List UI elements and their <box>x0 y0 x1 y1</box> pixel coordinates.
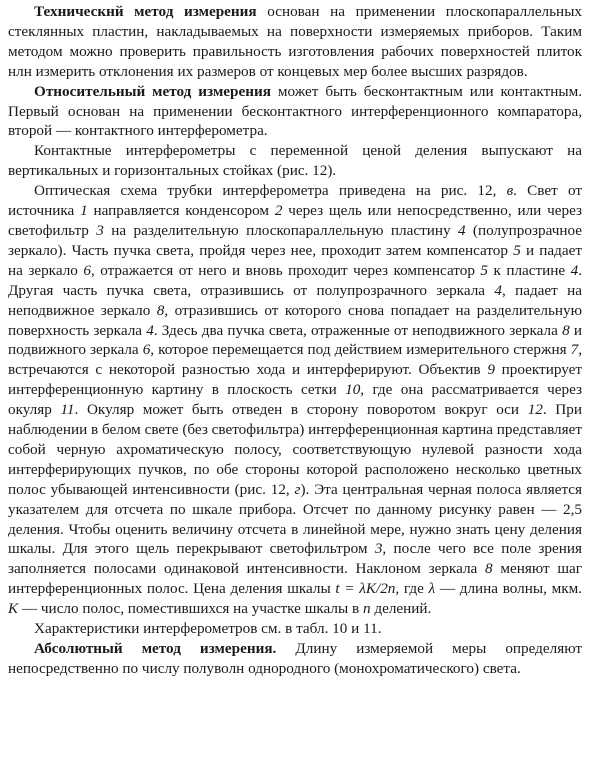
text-segment: , где она рассматривается через окуляр <box>8 381 582 419</box>
paragraph-text: Характеристики интерферометров см. в табл. 10 и 11. <box>34 620 382 638</box>
paragraph-contact-interferometers <box>8 141 582 181</box>
part-number: 8 <box>156 301 165 319</box>
part-number: 8 <box>485 560 493 578</box>
term-technical-method: Техническнй метод измерения <box>34 3 257 20</box>
text-segment: . При наблюдении в белом свете (без светофильтра) интерференционная картина представляет собой черную ахроматическую полосу, соответствующую нулевой разности хода интерферирующих пучков, по обе стороны которой расположено несколько цветных полос убывающей интенсивности (рис. 12, <box>8 401 582 498</box>
text-segment: к пластине <box>488 261 571 279</box>
text-segment: и падает на зеркало <box>8 241 583 279</box>
text-segment: , отразившись от которого снова попадает на разделительную поверхность зеркала <box>8 301 582 339</box>
paragraph-text: Контактные интерферометры с переменной ценой деления выпускают на вертикальных и горизонтальных стойках (рис. 12). <box>8 142 582 180</box>
text-segment: делений. <box>370 600 432 618</box>
paragraph-text: основан на применении плоскопараллельных стеклянных пластин, накладываемых на поверхности измеряемых приборов. Таким методом можно проверить правильность изготовления рабочих поверхностей плиток нлн измерить отклонения их размеров от концевых мер более высших разрядов. <box>8 3 582 80</box>
figure-ref: в <box>506 182 514 200</box>
part-number: 5 <box>480 261 488 279</box>
part-number: 4 <box>570 261 579 279</box>
paragraph-optical-scheme <box>8 181 582 619</box>
text-segment: через щель или непосредственно, или через светофильтр <box>8 202 583 239</box>
part-number: 4 <box>457 221 466 239</box>
part-number: 3 <box>374 540 383 558</box>
part-number: 4 <box>146 321 154 339</box>
part-number: 10 <box>345 381 361 399</box>
text-segment: . Свет от источника <box>8 182 582 220</box>
text-segment: Оптическая схема трубки интерферометра приведена на рис. 12, <box>34 182 507 200</box>
text-segment: — длина волны, мкм. <box>435 580 582 598</box>
part-number: 9 <box>487 361 495 379</box>
text-segment: на разделительную плоскопараллельную пластину <box>103 221 458 239</box>
text-segment: и подвижного зеркала <box>8 321 582 359</box>
part-number: 3 <box>96 221 104 239</box>
part-number: 1 <box>80 202 88 220</box>
part-number: 4 <box>494 281 502 299</box>
text-segment: проектирует интерференционную картину в плоскость сетки <box>8 361 582 399</box>
text-segment: — число полос, поместившихся на участке шкалы в <box>18 600 363 618</box>
term-relative-method: Относительный метод измерения <box>34 82 271 100</box>
text-segment: , где <box>395 580 429 598</box>
text-segment: . Здесь два пучка света, отраженные от неподвижного зеркала <box>153 321 563 339</box>
text-segment: , которое перемещается под действием измерительного стержня <box>150 341 571 359</box>
paragraph-absolute-method <box>8 639 582 679</box>
part-number: 2 <box>274 202 283 220</box>
paragraph-relative-method <box>8 82 582 142</box>
text-segment: меняют шаг интерференционных полос. Цена деления шкалы <box>8 560 582 598</box>
text-segment: , отражается от него и вновь проходит через компенсатор <box>90 261 481 279</box>
paragraph-text: Длину измеряемой меры определяют непосредственно по числу полуволн однородного (монохроматического) света. <box>8 640 582 677</box>
text-segment: , после чего все поле зрения заполняется полосами одинаковой интенсивности. Наклоном зеркала <box>8 540 582 578</box>
symbol-lambda: λ <box>428 580 436 598</box>
text-segment: ). Эта центральная черная полоса является указателем для отсчета по шкале прибора. Отсчет по данному рисунку равен — 2,5 деления. Чтобы оценить величину отсчета в линейной мере, нужно знать цену деления шкалы. Для этого щель перекрывают светофильтром <box>8 480 582 558</box>
document-page <box>8 2 582 679</box>
part-number: 6 <box>142 341 151 359</box>
text-segment: (полупрозрачное зеркало). Часть пучка света, пройдя через нее, проходит затем компенсатор <box>8 221 583 259</box>
part-number: 12 <box>527 401 543 419</box>
text-segment: , встречаются с некоторой разностью хода и интерферируют. Объектив <box>8 341 582 379</box>
part-number: 11 <box>60 401 75 419</box>
symbol-n: n <box>362 600 371 618</box>
part-number: 8 <box>562 321 570 339</box>
paragraph-text: может быть бесконтактным или контактным. Первый основан на применении бесконтактного интерференционного компаратора, второй — контактного интерферометра. <box>8 82 582 140</box>
term-absolute-method: Абсолютный метод измерения. <box>34 640 277 657</box>
paragraph-characteristics <box>8 619 582 639</box>
figure-ref: г <box>294 480 301 498</box>
text-segment: . Окуляр может быть отведен в сторону поворотом вокруг оси <box>74 401 528 419</box>
part-number: 6 <box>83 261 91 279</box>
part-number: 7 <box>570 341 579 359</box>
paragraph-technical-method <box>8 2 582 82</box>
text-segment: направляется конденсором <box>87 202 275 220</box>
symbol-k: K <box>8 600 19 618</box>
text-segment: , падает на неподвижное зеркало <box>8 281 582 319</box>
part-number: 5 <box>513 241 521 259</box>
formula: t = λK/2n <box>335 580 396 598</box>
text-segment: . Другая часть пучка света, отразившись от полупрозрачного зеркала <box>8 261 582 299</box>
